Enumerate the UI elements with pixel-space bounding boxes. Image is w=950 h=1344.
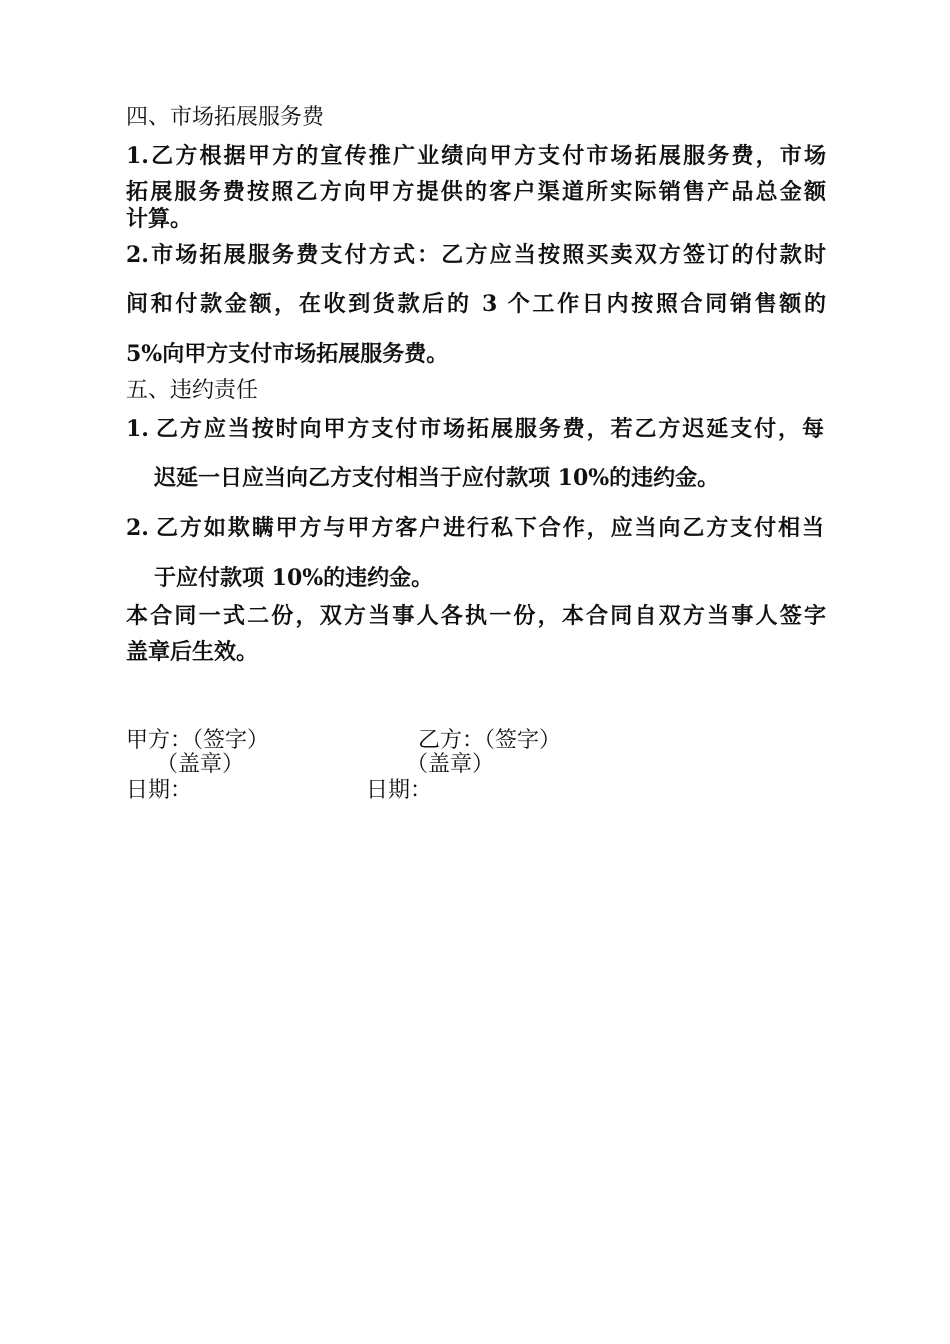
party-b-signature-label: 乙方：（签字） bbox=[418, 728, 562, 753]
party-a-date-label: 日期： bbox=[126, 778, 193, 803]
section-5-item-1-line-2: 迟延一日应当向乙方支付相当于应付款项 10%的违约金。 bbox=[154, 465, 720, 491]
section-4-item-1-line-1: 1.乙方根据甲方的宣传推广业绩向甲方支付市场拓展服务费，市场 bbox=[126, 143, 826, 169]
closing-line-1: 本合同一式二份，双方当事人各执一份，本合同自双方当事人签字 bbox=[126, 603, 826, 629]
section-4-item-1-line-2: 拓展服务费按照乙方向甲方提供的客户渠道所实际销售产品总金额 bbox=[126, 179, 826, 205]
section-5-item-1 bbox=[126, 415, 826, 443]
section-4-item-2-line-3: 5%向甲方支付市场拓展服务费。 bbox=[126, 341, 449, 367]
section-5-item-2-line-2: 于应付款项 10%的违约金。 bbox=[154, 565, 434, 591]
section-4-item-2-line-1: 2.市场拓展服务费支付方式：乙方应当按照买卖双方签订的付款时 bbox=[126, 242, 826, 268]
party-a-signature-label: 甲方：（签字） bbox=[126, 728, 270, 753]
section-5-item-2 bbox=[126, 514, 826, 542]
section-5-heading: 五、违约责任 bbox=[126, 378, 259, 403]
list-number: 2. bbox=[126, 515, 149, 541]
party-b-date-label: 日期： bbox=[366, 778, 433, 803]
section-4-item-1-line-3: 计算。 bbox=[126, 206, 193, 232]
list-number: 1. bbox=[126, 416, 149, 442]
party-a-seal-label: （盖章） bbox=[156, 752, 245, 777]
section-4-item-2-line-2: 间和付款金额，在收到货款后的 3 个工作日内按照合同销售额的 bbox=[126, 291, 826, 317]
section-4-heading: 四、市场拓展服务费 bbox=[126, 105, 325, 130]
closing-line-2: 盖章后生效。 bbox=[126, 639, 259, 665]
section-5-item-1-line-1: 乙方应当按时向甲方支付市场拓展服务费，若乙方迟延支付，每 bbox=[156, 416, 824, 442]
section-5-item-2-line-1: 乙方如欺瞒甲方与甲方客户进行私下合作，应当向乙方支付相当 bbox=[156, 515, 824, 541]
party-b-seal-label: （盖章） bbox=[406, 752, 495, 777]
